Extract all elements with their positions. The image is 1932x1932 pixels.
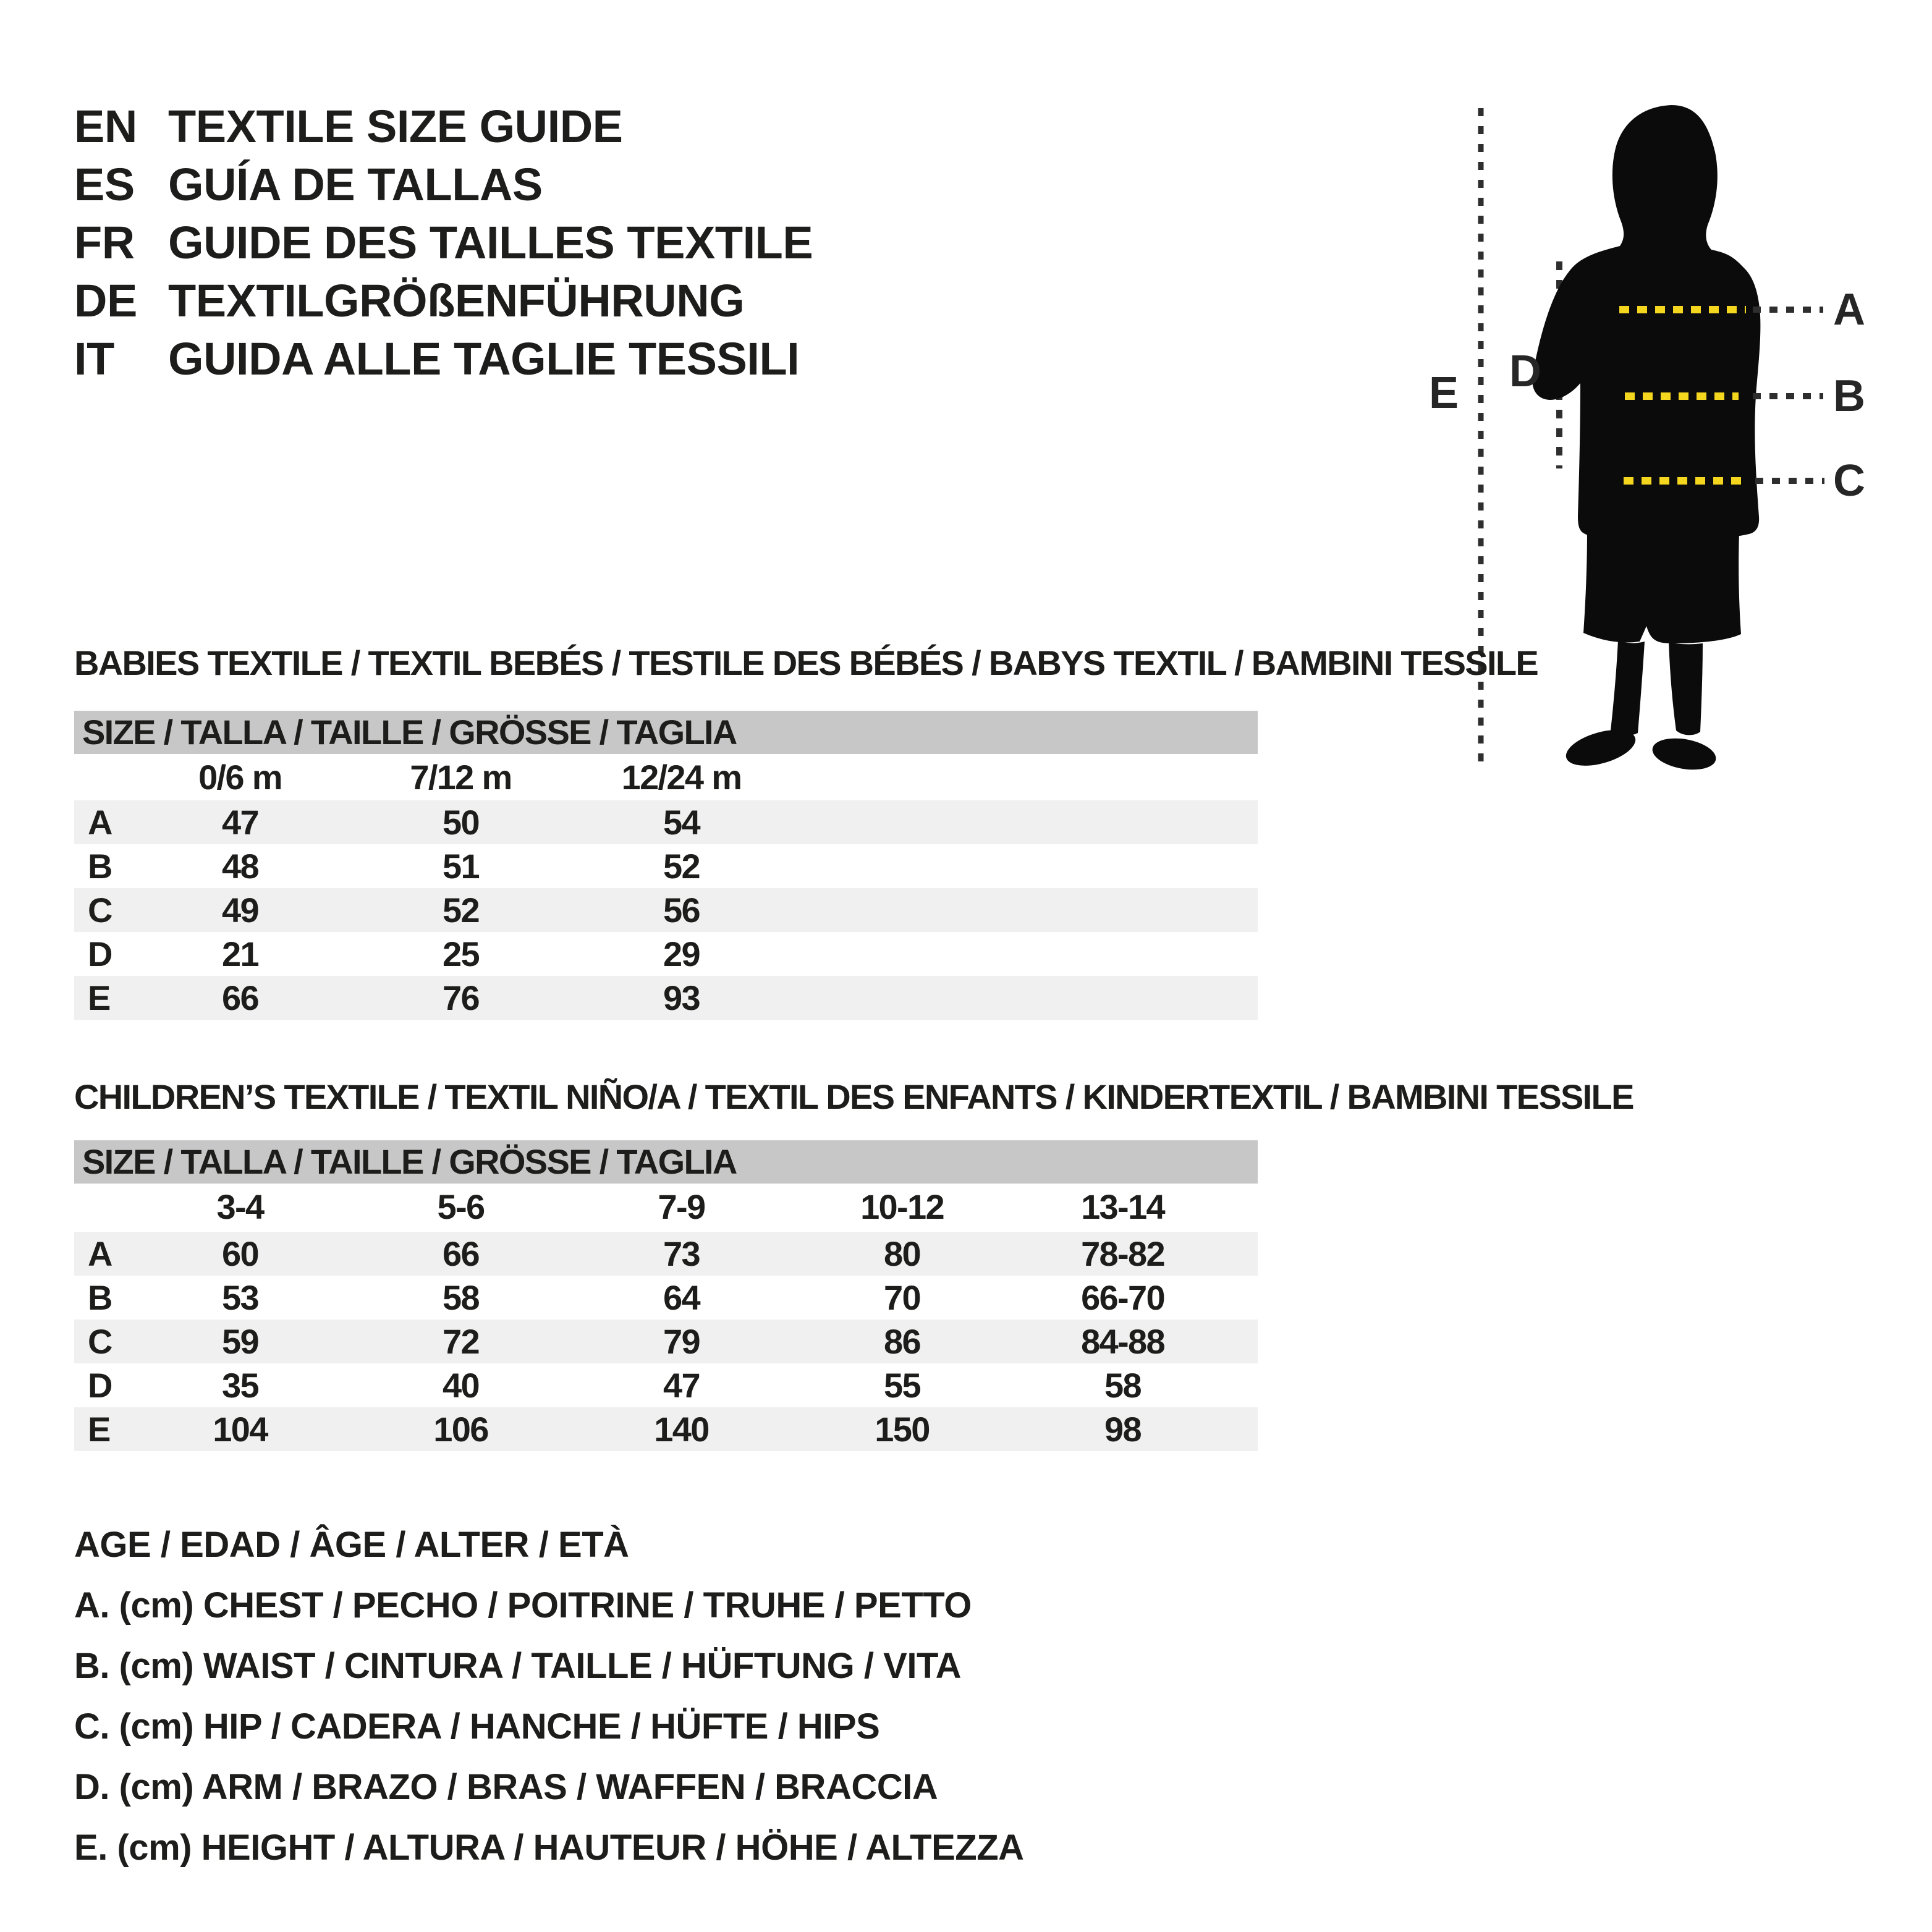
language-row — [74, 271, 813, 329]
table-cell: 59 — [222, 1322, 258, 1361]
label-d: D — [1509, 347, 1541, 396]
language-row — [74, 97, 813, 155]
row-label: D — [88, 1366, 112, 1405]
legend-line: B. (cm) WAIST / CINTURA / TAILLE / HÜFTUNG / VITA — [74, 1646, 962, 1686]
table-cell: 66-70 — [1081, 1278, 1164, 1317]
legend-line: AGE / EDAD / ÂGE / ALTER / ETÀ — [74, 1525, 629, 1565]
silhouette-right-foot — [1650, 734, 1719, 774]
language-code: IT — [74, 333, 114, 384]
table-cell: 49 — [222, 891, 258, 930]
column-header: 7/12 m — [410, 758, 512, 797]
label-e: E — [1428, 368, 1459, 418]
legend-line: E. (cm) HEIGHT / ALTURA / HAUTEUR / HÖHE / ALTEZZA — [74, 1828, 1024, 1868]
column-header: 7-9 — [658, 1187, 705, 1226]
table-cell: 140 — [654, 1410, 709, 1449]
language-title: GUIDE DES TAILLES TEXTILE — [168, 216, 813, 268]
table-cell: 29 — [663, 934, 700, 973]
table-cell: 98 — [1104, 1410, 1141, 1449]
table-cell: 25 — [443, 934, 479, 973]
table-cell: 78-82 — [1081, 1234, 1164, 1273]
table-row — [74, 1407, 1258, 1451]
legend-line: C. (cm) HIP / CADERA / HANCHE / HÜFTE / HIPS — [74, 1706, 880, 1747]
table-row — [74, 1232, 1258, 1276]
language-code: DE — [74, 274, 137, 326]
silhouette-shorts — [1583, 530, 1741, 643]
table-cell: 58 — [443, 1278, 479, 1317]
row-label: B — [88, 1278, 112, 1317]
column-header: 10-12 — [860, 1187, 944, 1226]
silhouette-left-leg — [1611, 640, 1645, 735]
language-row — [74, 213, 813, 271]
language-title: TEXTILE SIZE GUIDE — [168, 100, 623, 152]
column-header: 3-4 — [216, 1187, 264, 1226]
child-silhouette — [1532, 105, 1760, 774]
language-code: EN — [74, 100, 137, 152]
table-cell: 55 — [884, 1366, 920, 1405]
row-label: C — [88, 891, 112, 930]
table-cell: 86 — [884, 1322, 920, 1361]
table-cell: 47 — [222, 803, 258, 842]
table-cell: 104 — [213, 1410, 268, 1449]
table-cell: 50 — [443, 803, 479, 842]
table-row — [74, 800, 1258, 844]
table-row — [74, 976, 1258, 1020]
table-cell: 48 — [222, 847, 258, 886]
table-row — [74, 1276, 1258, 1320]
babies-rows — [74, 800, 1258, 1020]
table-cell: 84-88 — [1081, 1322, 1164, 1361]
table-cell: 52 — [443, 891, 479, 930]
children-table-title: CHILDREN’S TEXTILE / TEXTIL NIÑO/A / TEXTIL DES ENFANTS / KINDERTEXTIL / BAMBINI TESSILE — [74, 1077, 1633, 1116]
silhouette-head-torso — [1532, 105, 1760, 541]
children-size-header-bar: SIZE / TALLA / TAILLE / GRÖSSE / TAGLIA — [74, 1140, 1258, 1184]
table-cell: 70 — [884, 1278, 920, 1317]
table-cell: 54 — [663, 803, 700, 842]
children-rows — [74, 1232, 1258, 1451]
table-cell: 56 — [663, 891, 700, 930]
table-cell: 35 — [222, 1366, 258, 1405]
legend-line: A. (cm) CHEST / PECHO / POITRINE / TRUHE / PETTO — [74, 1585, 972, 1625]
row-label: D — [88, 934, 112, 973]
table-cell: 64 — [663, 1278, 700, 1317]
table-cell: 150 — [875, 1410, 930, 1449]
table-cell: 60 — [222, 1234, 258, 1273]
row-label: A — [88, 803, 112, 842]
silhouette-right-leg — [1669, 642, 1703, 735]
column-header: 0/6 m — [198, 758, 282, 797]
table-cell: 66 — [222, 978, 258, 1017]
table-cell: 106 — [433, 1410, 488, 1449]
language-row — [74, 155, 813, 213]
babies-column-header-row — [74, 754, 1258, 800]
table-row — [74, 844, 1258, 888]
label-c: C — [1833, 456, 1865, 506]
table-cell: 51 — [443, 847, 479, 886]
column-header: 12/24 m — [621, 758, 742, 797]
measurement-legend — [74, 1515, 1024, 1878]
table-cell: 80 — [884, 1234, 920, 1273]
table-cell: 53 — [222, 1278, 258, 1317]
table-cell: 40 — [443, 1366, 479, 1405]
table-row — [74, 888, 1258, 932]
column-header: 13-14 — [1081, 1187, 1164, 1226]
row-label: B — [88, 847, 112, 886]
language-code: ES — [74, 158, 135, 210]
legend-line: D. (cm) ARM / BRAZO / BRAS / WAFFEN / BRACCIA — [74, 1767, 938, 1807]
table-cell: 73 — [663, 1234, 700, 1273]
language-title: GUIDA ALLE TAGLIE TESSILI — [168, 333, 800, 384]
row-label: E — [88, 978, 110, 1017]
babies-table-title: BABIES TEXTILE / TEXTIL BEBÉS / TESTILE DES BÉBÉS / BABYS TEXTIL / BAMBINI TESSILE — [74, 643, 1538, 682]
table-row — [74, 1363, 1258, 1407]
language-row — [74, 329, 813, 388]
table-cell: 47 — [663, 1366, 700, 1405]
babies-size-header-bar: SIZE / TALLA / TAILLE / GRÖSSE / TAGLIA — [74, 711, 1258, 754]
table-cell: 58 — [1104, 1366, 1141, 1405]
language-header — [74, 97, 813, 388]
label-b: B — [1833, 371, 1865, 421]
table-row — [74, 932, 1258, 976]
row-label: A — [88, 1234, 112, 1273]
table-cell: 21 — [222, 934, 258, 973]
children-table-section — [74, 1077, 1633, 1460]
children-column-header-row — [74, 1184, 1258, 1230]
table-cell: 76 — [443, 978, 479, 1017]
table-cell: 93 — [663, 978, 700, 1017]
table-cell: 52 — [663, 847, 700, 886]
babies-table-section — [74, 643, 1538, 1026]
table-cell: 79 — [663, 1322, 700, 1361]
table-cell: 66 — [443, 1234, 479, 1273]
row-label: E — [88, 1410, 110, 1449]
row-label: C — [88, 1322, 112, 1361]
column-header: 5-6 — [437, 1187, 485, 1226]
language-title: GUÍA DE TALLAS — [168, 158, 543, 210]
table-row — [74, 1320, 1258, 1363]
language-title: TEXTILGRÖßENFÜHRUNG — [168, 274, 745, 326]
language-code: FR — [74, 216, 135, 268]
table-cell: 72 — [443, 1322, 479, 1361]
label-a: A — [1833, 285, 1865, 334]
